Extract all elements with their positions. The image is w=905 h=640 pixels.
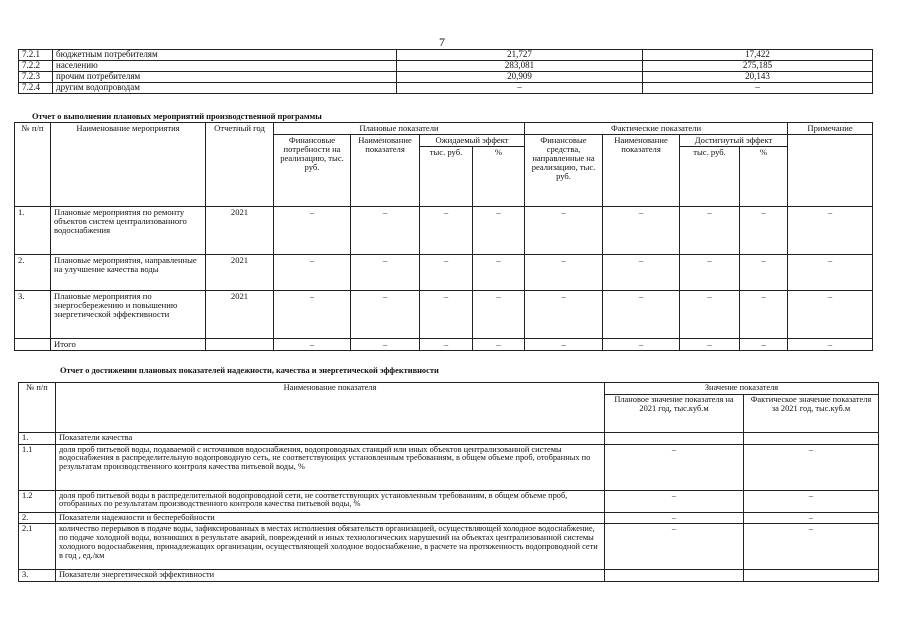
table-row [19,72,873,83]
row-value: – [525,207,603,255]
table-row [19,83,873,94]
row-value: 20,143 [643,72,873,83]
row-actual [744,432,879,444]
col-expected-pct: % [473,147,525,207]
row-year: 2021 [206,207,274,255]
row-number: 2. [15,255,51,291]
row-value: – [788,291,873,339]
row-value: – [525,255,603,291]
row-name: Плановые мероприятия, направленные на улучшение качества воды [51,255,206,291]
row-name: Показатели энергетической эффективности [56,570,605,582]
col-fin-spent: Финансовые средства, направленные на реализацию, тыс. руб. [525,135,603,207]
row-value: 283,081 [397,61,643,72]
row-value: – [274,207,351,255]
total-value: – [740,339,788,351]
col-expected-rub: тыс. руб. [420,147,473,207]
total-value: – [274,339,351,351]
row-value: – [274,255,351,291]
row-value: – [603,291,680,339]
row-value: 17,422 [643,50,873,61]
col-indicator-fact: Наименование показателя [603,135,680,207]
row-number: 1. [19,432,56,444]
row-number: 7.2.2 [19,61,53,72]
total-value: – [351,339,420,351]
row-label: другим водопроводам [53,83,397,94]
row-label: прочим потребителям [53,72,397,83]
row-value: – [473,255,525,291]
total-label: Итого [51,339,206,351]
col-indicator-plan: Наименование показателя [351,135,420,207]
row-number: 1.1 [19,444,56,490]
col-planned: Плановые показатели [274,123,525,135]
row-number: 7.2.4 [19,83,53,94]
col-actual: Фактические показатели [525,123,788,135]
table-row [15,291,873,339]
total-value: – [680,339,740,351]
table-row [19,512,879,524]
table-row [19,444,879,490]
table-row [19,490,879,512]
row-value: – [680,255,740,291]
row-value: – [740,255,788,291]
total-value: – [603,339,680,351]
total-value: – [473,339,525,351]
row-value: – [473,291,525,339]
row-planned: – [605,512,744,524]
col-indicator-name: Наименование показателя [56,383,605,433]
row-name: доля проб питьевой воды, подаваемой с источников водоснабжения, водопроводных станций или иных объектов централизованной системы водоснабжения в распределительную водопроводную сеть, не соответствующих установленным требованиям, в общем объеме проб, отобранных по результатам производственного контроля качества питьевой воды, % [56,444,605,490]
row-actual: – [744,444,879,490]
table-row [19,50,873,61]
row-number: 1.2 [19,490,56,512]
row-actual: – [744,512,879,524]
table-row [15,207,873,255]
row-value: – [788,255,873,291]
row-value: – [397,83,643,94]
row-value: 275,185 [643,61,873,72]
row-value: – [680,291,740,339]
row-actual [744,570,879,582]
row-planned: – [605,490,744,512]
row-number: 2.1 [19,524,56,570]
col-achieved-rub: тыс. руб. [680,147,740,207]
total-value: – [788,339,873,351]
row-year: 2021 [206,255,274,291]
col-note: Примечание [788,123,873,135]
row-number: 3. [15,291,51,339]
row-actual: – [744,524,879,570]
table-row [15,255,873,291]
row-actual: – [744,490,879,512]
row-name: Показатели качества [56,432,605,444]
row-name: Плановые мероприятия по энергосбережению и повышению энергетической эффективности [51,291,206,339]
row-value: – [274,291,351,339]
row-number: 7.2.1 [19,50,53,61]
col-value: Значение показателя [605,383,879,395]
row-value: – [740,207,788,255]
row-name: Показатели надежности и бесперебойности [56,512,605,524]
table-row [19,524,879,570]
row-value: – [351,255,420,291]
col-achieved-effect: Достигнутый эффект [680,135,788,147]
col-actual-value: Фактическое значение показателя за 2021 год, тыс.куб.м [744,394,879,432]
total-value: – [420,339,473,351]
row-value: – [473,207,525,255]
row-value: – [680,207,740,255]
row-value: – [420,255,473,291]
col-name: Наименование мероприятия [51,123,206,207]
row-value: – [603,207,680,255]
row-value: – [643,83,873,94]
col-year: Отчетный год [206,123,274,207]
total-number [15,339,51,351]
row-label: бюджетным потребителям [53,50,397,61]
row-number: 7.2.3 [19,72,53,83]
row-year: 2021 [206,291,274,339]
col-achieved-pct: % [740,147,788,207]
col-num: № п/п [19,383,56,433]
row-name: доля проб питьевой воды в распределительной водопроводной сети, не соответствующих установленным требованиям, в общем объеме проб, отобранных по результатам производственного контроля качества питьевой воды, % [56,490,605,512]
row-value: – [351,207,420,255]
program-report-table [14,122,873,351]
row-value: 20,909 [397,72,643,83]
row-planned: – [605,444,744,490]
reliability-report-title: Отчет о достижении плановых показателей надежности, качества и энергетической эффективности [60,366,439,375]
row-value: – [420,291,473,339]
row-planned [605,432,744,444]
col-fin-need: Финансовые потребности на реализацию, тыс. руб. [274,135,351,207]
page-number: 7 [439,35,445,49]
row-value: – [603,255,680,291]
row-name: количество перерывов в подаче воды, зафиксированных в местах исполнения обязательств организацией, осуществляющей холодное водоснабжение, по подаче холодной воды, возникших в результате аварий, повреждений и иных технологических нарушений на объектах централизованной системы холодного водоснабжения, принадлежащих организации, осуществляющей холодное водоснабжение, в расчете на протяженность водопроводной сети в год , ед./км [56,524,605,570]
row-name: Плановые мероприятия по ремонту объектов систем централизованного водоснабжения [51,207,206,255]
row-label: населению [53,61,397,72]
row-value: – [420,207,473,255]
table-row [19,61,873,72]
total-row [15,339,873,351]
row-planned: – [605,524,744,570]
row-value: – [740,291,788,339]
row-number: 3. [19,570,56,582]
col-expected-effect: Ожидаемый эффект [420,135,525,147]
col-num: № п/п [15,123,51,207]
table-row [19,570,879,582]
row-number: 1. [15,207,51,255]
row-value: – [525,291,603,339]
row-value: – [788,207,873,255]
col-planned-value: Плановое значение показателя на 2021 год, тыс.куб.м [605,394,744,432]
row-planned [605,570,744,582]
table-row [19,432,879,444]
row-value: 21,727 [397,50,643,61]
water-supply-table [18,49,873,94]
total-value: – [525,339,603,351]
reliability-report-table [18,382,879,582]
total-year [206,339,274,351]
program-report-title: Отчет о выполнении плановых мероприятий производственной программы [32,112,322,121]
row-value: – [351,291,420,339]
row-number: 2. [19,512,56,524]
